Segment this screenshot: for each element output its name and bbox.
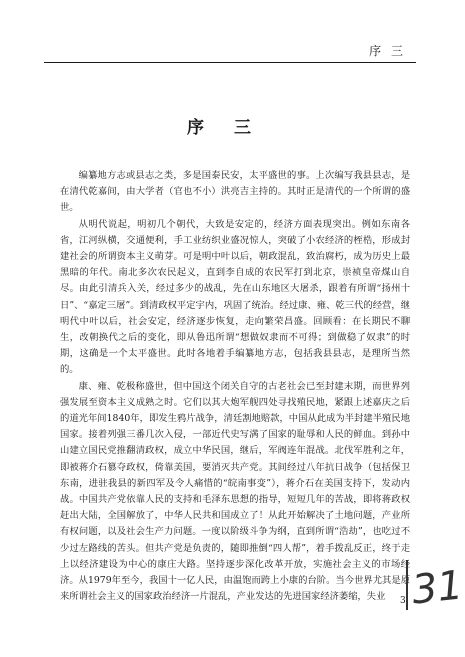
paragraph: 康、雍、乾极称盛世，但中国这个闭关自守的古老社会已至封建末期，而世界列强发展至资本主义成熟之时。它们以其大炮军舰四处寻找殖民地，紧跟上述嘉庆之后的道光年间1840年，即发生鸦片战争，清廷割地赔款，中国从此成为半封建半殖民地国家。接着列强三番几次入侵，一部近代史写满了国家的耻辱和人民的鲜血。到孙中山建立国民党推翻清政权，成立中华民国，继后，军阀连年混战。北伐军胜利之年，即被蒋介石篡夺政权，倚靠美国，要消灭共产党。其间经过八年抗日战争（包括保卫东南，进驻我县的新四军及令人痛惜的“皖南事变”），蒋介石在美国支持下，发动内战。中国共产党依靠人民的支持和毛泽东思想的指导，短短几年的苦战，即将蒋政权赶出大陆，全国解放了，中华人民共和国成立了！从此开始解决了土地问题，产业所有权问题，以及社会生产力问题。一度以阶级斗争为纲，直到所谓“浩劫”，也吃过不少过左路线的苦头。但共产党是负责的，随即推倒“四人帮”，着手拨乱反正，终于走上以经济建设为中心的康庄大路。坚持逐步深化改革开放，实施社会主义的市场经济。从1979年至今，我国十一亿人民，由温饱而跨上小康的台阶。当今世界尤其是原来所谓社会主义的国家政治经济一片混乱，产业发达的先进国家经济萎缩，失业 — [60, 380, 410, 603]
body-text — [60, 168, 410, 605]
paragraph: 从明代说起，明初几个朝代，大致是安定的，经济方面表现突出。例如东南各省，江河纵横，交通便利，手工业纺织业盛况惊人，突破了小农经济的桎梏，形成封建社会的所谓资本主义萌芽。可是明中叶以后，朝政混乱，致治腐朽，成为历史上最黑暗的年代。南北多次农民起义，直到李自成的农民军打到北京，崇祯皇帝煤山自尽。由此引清兵入关，经过多少的战乱，先在山东地区大屠杀，跟着有所谓“扬州十日”、“嘉定三屠”。到清政权平定宇内，巩固了统治。经过康、雍、乾三代的经营，继明代中叶以后，社会安定，经济逐步恢复，走向繁荣昌盛。回顾看：在长期民不聊生，改朝换代之后的变化，即从鲁迅所谓“想做奴隶而不可得；到做稳了奴隶”的时期，这确是一个太平盛世。此时各地着手编纂地方志，包括我县县志，是理所当然的。 — [60, 218, 410, 376]
paragraph: 编纂地方志或县志之类，多是国泰民安，太平盛世的事。上次编写我县县志，是在清代乾嘉间，由大学者（官也不小）洪亮吉主持的。其时正是清代的一个所谓的盛世。 — [60, 170, 410, 214]
header-rule — [44, 62, 416, 63]
section-title: 序 三 — [187, 118, 263, 138]
handwritten-note: 31 — [409, 562, 465, 614]
page-number: 3 — [400, 596, 406, 606]
running-header: 序 三 — [369, 44, 406, 58]
